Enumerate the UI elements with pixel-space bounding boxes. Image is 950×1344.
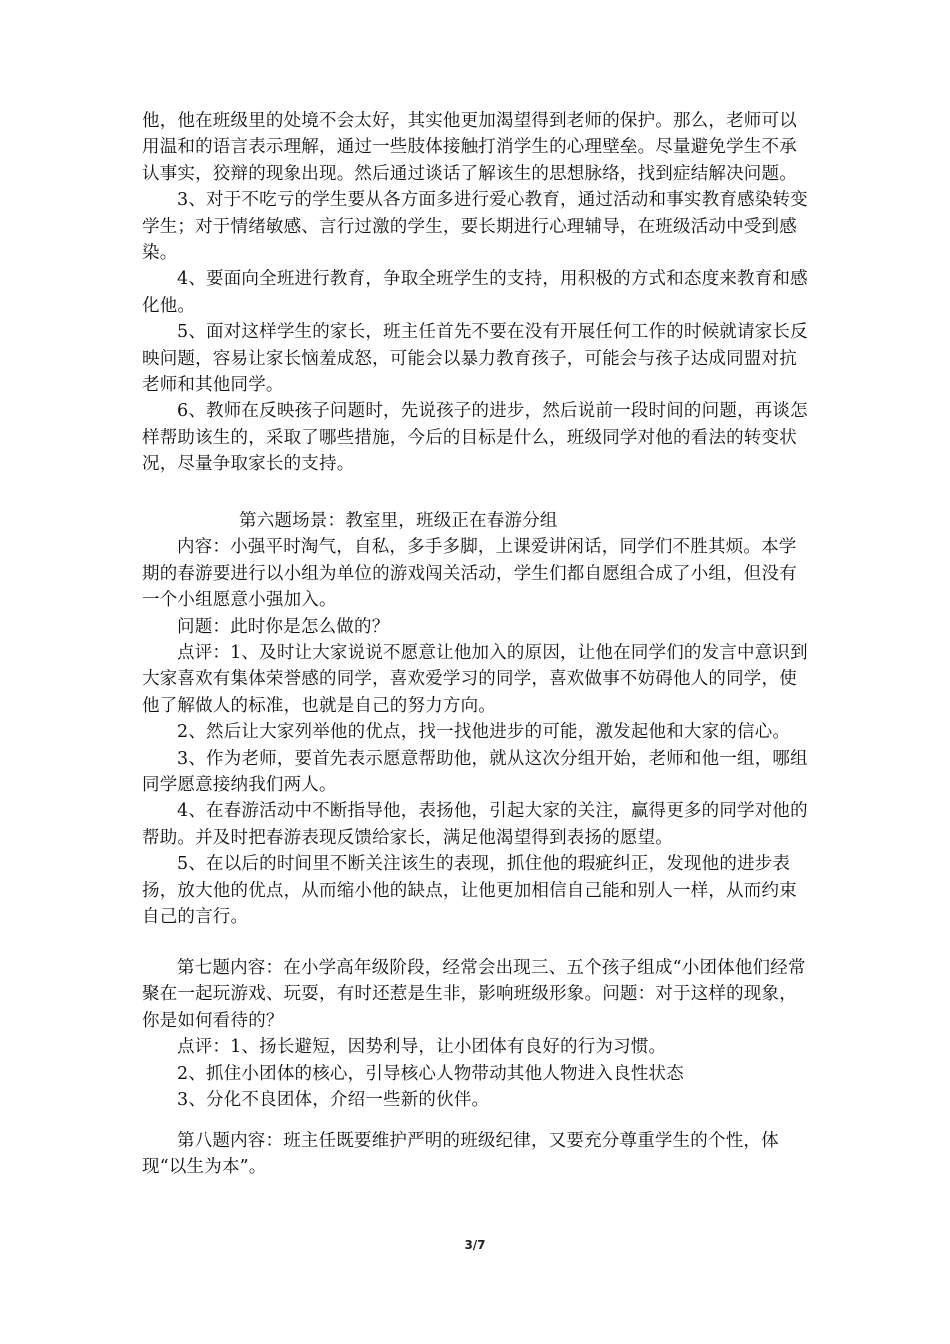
section-8 xyxy=(142,1128,810,1181)
section-6-title: 第六题场景：教室里，班级正在春游分组 xyxy=(239,511,558,531)
section-6-comment: 5、在以后的时间里不断关注该生的表现，抓住他的瑕疵纠正，发现他的进步表扬，放大他的优点，从而缩小他的缺点，让他更加相信自己能和别人一样，从而约束自己的言行。 xyxy=(142,854,797,928)
section-6-content: 内容：小强平时淘气，自私，多手多脚，上课爱讲闲话，同学们不胜其烦。本学期的春游要进行以小组为单位的游戏闯关活动，学生们都自愿组合成了小组，但没有一个小组愿意小强加入。 xyxy=(142,537,797,611)
page-number: 3/7 xyxy=(464,1238,486,1252)
section-7 xyxy=(142,955,810,1113)
paragraph: 4、要面向全班进行教育，争取全班学生的支持，用积极的方式和态度来教育和感化他。 xyxy=(142,269,808,316)
paragraph: 他，他在班级里的处境不会太好，其实他更加渴望得到老师的保护。那么，老师可以用温和的语言表示理解，通过一些肢体接触打消学生的心理壁垒。尽量避免学生不承认事实，狡辩的现象出现。然后通过谈话了解该生的思想脉络，找到症结解决问题。 xyxy=(142,111,797,184)
paragraph: 3、对于不吃亏的学生要从各方面多进行爱心教育，通过活动和事实教育感染转变学生；对于情绪敏感、言行过激的学生，要长期进行心理辅导，在班级活动中受到感染。 xyxy=(142,190,808,264)
section-7-comment: 2、抓住小团体的核心，引导核心人物带动其他人物进入良性状态 xyxy=(177,1063,684,1084)
section-6-question: 问题：此时你是怎么做的？ xyxy=(177,616,390,637)
section-7-comment: 3、分化不良团体，介绍一些新的伙伴。 xyxy=(177,1090,490,1111)
section-7-content: 第七题内容：在小学高年级阶段，经常会出现三、五个孩子组成“小团体他们经常聚在一起玩游戏、玩耍，有时还惹是生非，影响班级形象。问题：对于这样的现象，你是如何看待的？ xyxy=(142,958,806,1031)
paragraph: 6、教师在反映孩子问题时，先说孩子的进步，然后说前一段时间的问题，再谈怎样帮助该生的，采取了哪些措施，今后的目标是什么，班级同学对他的看法的转变状况，尽量争取家长的支持。 xyxy=(142,401,808,475)
section-1 xyxy=(142,108,810,478)
section-6-comment: 4、在春游活动中不断指导他，表扬他，引起大家的关注，赢得更多的同学对他的帮助。并及时把春游表现反馈给家长，满足他渴望得到表扬的愿望。 xyxy=(142,801,808,848)
section-6-comment: 点评：1、及时让大家说说不愿意让他加入的原因，让他在同学们的发言中意识到大家喜欢有集体荣誉感的同学，喜欢爱学习的同学，喜欢做事不妨碍他人的同学，使他了解做人的标准，也就是自己的努力方向。 xyxy=(142,643,808,716)
section-6 xyxy=(142,508,810,931)
paragraph: 5、面对这样学生的家长，班主任首先不要在没有开展任何工作的时候就请家长反映问题，容易让家长恼羞成怒，可能会以暴力教育孩子，可能会与孩子达成同盟对抗老师和其他同学。 xyxy=(142,322,808,396)
section-6-comment: 3、作为老师，要首先表示愿意帮助他，就从这次分组开始，老师和他一组，哪组同学愿意接纳我们两人。 xyxy=(142,748,808,796)
section-7-comment: 点评：1、扬长避短，因势利导，让小团体有良好的行为习惯。 xyxy=(177,1037,667,1058)
section-8-content: 第八题内容：班主任既要维护严明的班级纪律，又要充分尊重学生的个性，体现“以生为本”。 xyxy=(142,1131,779,1178)
section-6-comment: 2、然后让大家列举他的优点，找一找他进步的可能，激发起他和大家的信心。 xyxy=(177,722,791,743)
